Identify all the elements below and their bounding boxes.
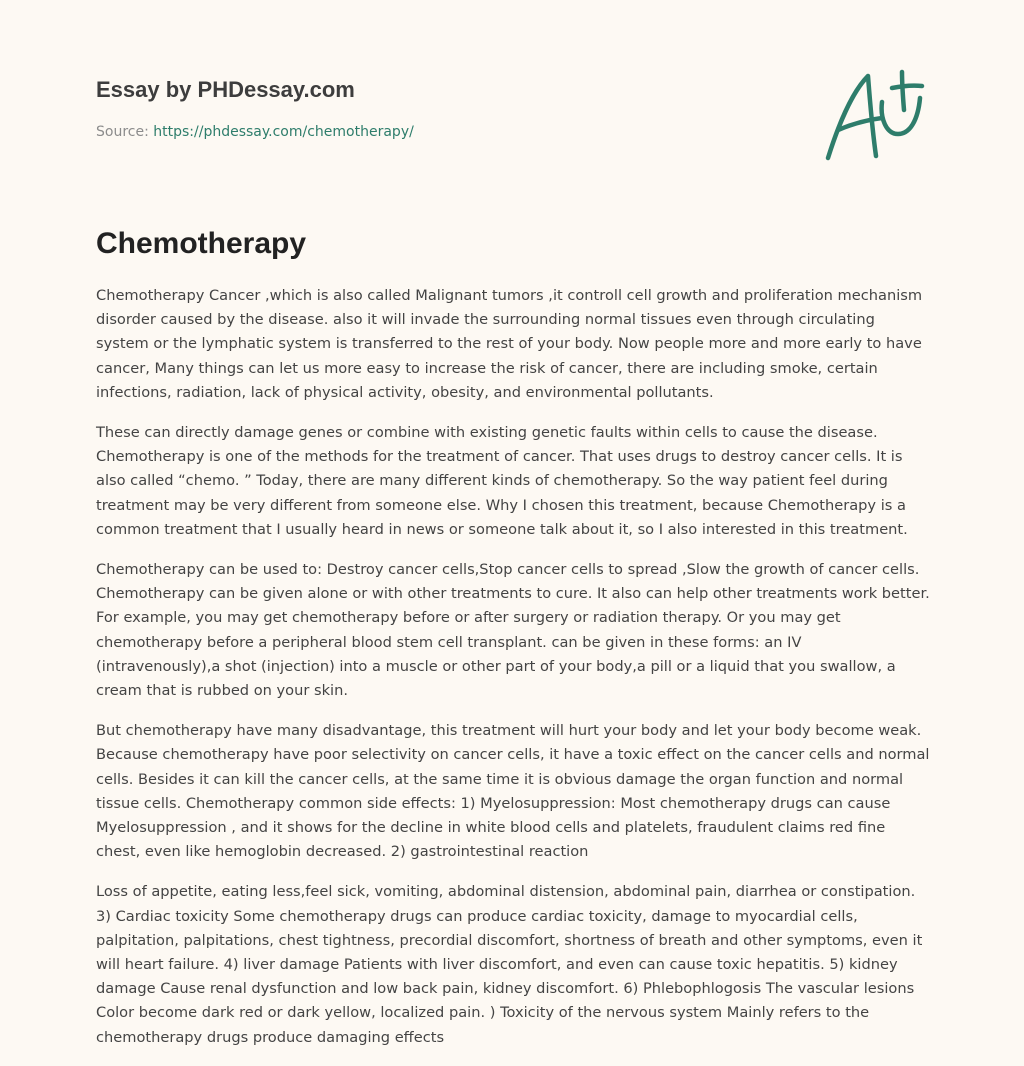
site-brand: Essay by PHDessay.com	[96, 77, 355, 102]
essay-header	[96, 74, 696, 142]
essay-title: Chemotherapy	[96, 227, 307, 260]
source-link[interactable]: https://phdessay.com/chemotherapy/	[153, 124, 414, 140]
essay-paragraph: Loss of appetite, eating less,feel sick, vomiting, abdominal distension, abdominal pain, diarrhea or constipation. 3) Cardiac toxicity Some chemotherapy drugs can produce cardiac toxicity, damage to myocardial cells, palpitation, palpitations, chest tightness, precordial discomfort, shortness of breath and other symptoms, even it will heart failure. 4) liver damage Patients with liver discomfort, and even can cause toxic hepatitis. 5) kidney damage Cause renal dysfunction and low back pain, kidney discomfort. 6) Phlebophlogosis The vascular lesions Color become dark red or dark yellow, localized pain. ) Toxicity of the nervous system Mainly refers to the chemotherapy drugs produce damaging effects	[96, 883, 923, 1046]
essay-paragraph: But chemotherapy have many disadvantage, this treatment will hurt your body and let your body become weak. Because chemotherapy have poor selectivity on cancer cells, it have a toxic effect on the cancer cells and normal cells. Besides it can kill the cancer cells, at the same time it is obvious damage the organ function and normal tissue cells. Chemotherapy common side effects: 1) Myelosuppression: Most chemotherapy drugs can cause Myelosuppression , and it shows for the decline in white blood cells and platelets, fraudulent claims red fine chest, even like hemoglobin decreased. 2) gastrointestinal reaction	[96, 722, 930, 861]
source-label: Source:	[96, 124, 149, 140]
source-line	[96, 122, 696, 142]
essay-paragraph: Chemotherapy Cancer ,which is also called Malignant tumors ,it controll cell growth and proliferation mechanism disorder caused by the disease. also it will invade the surrounding normal tissues even through circulating system or the lymphatic system is transferred to the rest of your body. Now people more and more early to have cancer, Many things can let us more easy to increase the risk of cancer, there are including smoke, certain infections, radiation, lack of physical activity, obesity, and environmental pollutants.	[96, 287, 923, 401]
essay-paragraph: Chemotherapy can be used to: Destroy cancer cells,Stop cancer cells to spread ,Slow the growth of cancer cells. Chemotherapy can be given alone or with other treatments to cure. It also can help other treatments work better. For example, you may get chemotherapy before or after surgery or radiation therapy. Or you may get chemotherapy before a peripheral blood stem cell transplant. can be given in these forms: an IV (intravenously),a shot (injection) into a muscle or other part of your body,a pill or a liquid that you swallow, a cream that is rubbed on your skin.	[96, 561, 930, 700]
essay-body	[96, 284, 930, 1066]
a-plus-grade-icon	[822, 68, 930, 164]
essay-paragraph: These can directly damage genes or combine with existing genetic faults within cells to cause the disease. Chemotherapy is one of the methods for the treatment of cancer. That uses drugs to destroy cancer cells. It is also called “chemo. ” Today, there are many different kinds of chemotherapy. So the way patient feel during treatment may be very different from someone else. Why I chosen this treatment, because Chemotherapy is a common treatment that I usually heard in news or someone talk about it, so I also interested in this treatment.	[96, 424, 908, 538]
